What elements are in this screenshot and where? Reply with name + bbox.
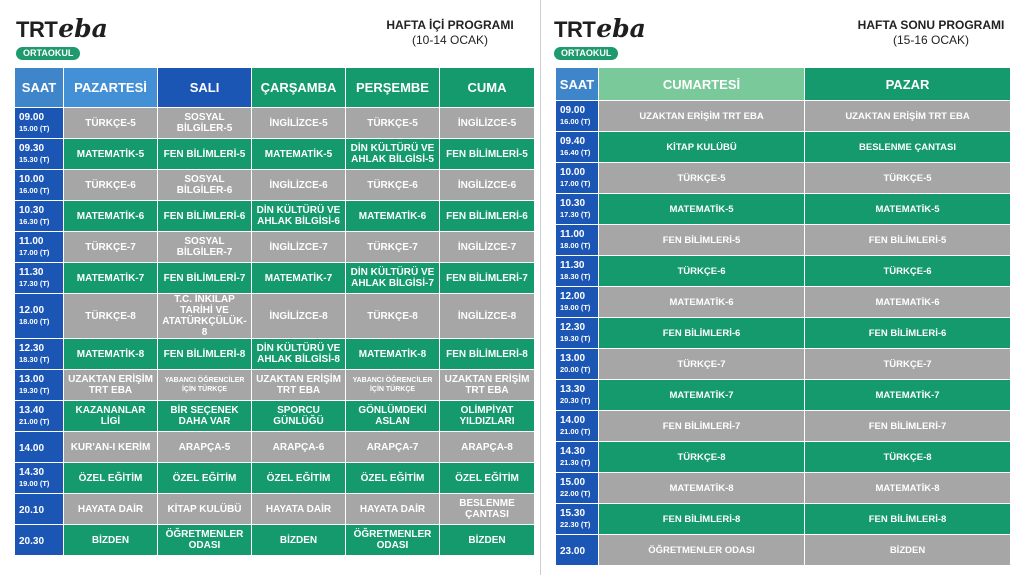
trt-eba-logo <box>16 14 108 43</box>
time-cell <box>15 170 64 201</box>
time-label: 13.30 <box>560 384 586 395</box>
time-turkey-label: 21.00 (T) <box>560 427 591 436</box>
program-cell: GÖNLÜMDEKİ ASLAN <box>346 401 440 432</box>
time-label: 12.30 <box>19 343 45 354</box>
time-label: 11.00 <box>19 236 44 247</box>
weekend-row <box>556 132 1011 163</box>
time-turkey-label: 17.00 (T) <box>19 248 50 257</box>
program-cell: SPORCU GÜNLÜĞÜ <box>252 401 346 432</box>
time-label: 14.00 <box>560 415 586 426</box>
weekend-row <box>556 380 1011 411</box>
program-cell: UZAKTAN ERİŞİM TRT EBA <box>252 370 346 401</box>
weekday-row <box>15 294 535 339</box>
time-turkey-label: 18.00 (T) <box>19 317 50 326</box>
program-cell: ARAPÇA-8 <box>440 432 535 463</box>
weekend-title-text: HAFTA SONU PROGRAMI <box>857 18 1005 32</box>
program-cell: ÖZEL EĞİTİM <box>440 463 535 494</box>
program-cell: MATEMATİK-5 <box>64 139 158 170</box>
program-cell: SOSYAL BİLGİLER-5 <box>158 108 252 139</box>
time-cell <box>556 287 599 318</box>
program-cell: DİN KÜLTÜRÜ VE AHLAK BİLGİSİ-6 <box>252 201 346 232</box>
header-persembe: PERŞEMBE <box>346 68 440 108</box>
time-turkey-label: 17.00 (T) <box>560 179 591 188</box>
time-cell <box>15 108 64 139</box>
program-cell: İNGİLİZCE-8 <box>440 294 535 339</box>
program-cell: HAYATA DAİR <box>252 494 346 525</box>
program-cell: DİN KÜLTÜRÜ VE AHLAK BİLGİSİ-8 <box>252 339 346 370</box>
program-cell: MATEMATİK-5 <box>252 139 346 170</box>
program-cell: İNGİLİZCE-5 <box>440 108 535 139</box>
program-cell: MATEMATİK-7 <box>252 263 346 294</box>
weekday-row <box>15 339 535 370</box>
header-pazartesi: PAZARTESİ <box>64 68 158 108</box>
program-cell: FEN BİLİMLERİ-8 <box>805 504 1011 535</box>
time-turkey-label: 22.30 (T) <box>560 520 591 529</box>
program-cell: İNGİLİZCE-8 <box>252 294 346 339</box>
program-cell: HAYATA DAİR <box>346 494 440 525</box>
header-carsamba: ÇARŞAMBA <box>252 68 346 108</box>
program-cell: MATEMATİK-6 <box>599 287 805 318</box>
header-cuma: CUMA <box>440 68 535 108</box>
program-cell: FEN BİLİMLERİ-7 <box>440 263 535 294</box>
time-label: 12.30 <box>560 322 586 333</box>
time-cell <box>15 339 64 370</box>
program-cell: OLİMPİYAT YILDIZLARI <box>440 401 535 432</box>
weekend-panel <box>541 0 1024 575</box>
time-turkey-label: 16.00 (T) <box>19 186 50 195</box>
time-turkey-label: 15.30 (T) <box>19 155 50 164</box>
time-label: 12.00 <box>560 291 586 302</box>
logo-eba: eba <box>58 14 108 43</box>
time-turkey-label: 22.00 (T) <box>560 489 591 498</box>
header-sali: SALI <box>158 68 252 108</box>
program-cell: UZAKTAN ERİŞİM TRT EBA <box>440 370 535 401</box>
time-cell <box>556 194 599 225</box>
time-cell <box>15 370 64 401</box>
weekday-title <box>370 18 530 48</box>
program-cell: TÜRKÇE-7 <box>64 232 158 263</box>
weekend-row <box>556 225 1011 256</box>
header-pazar: PAZAR <box>805 68 1011 101</box>
time-label: 14.00 <box>19 442 45 454</box>
weekday-header-row <box>15 68 535 108</box>
time-cell <box>556 442 599 473</box>
time-cell <box>556 349 599 380</box>
program-cell: ARAPÇA-7 <box>346 432 440 463</box>
program-cell: YABANCI ÖĞRENCİLER İÇİN TÜRKÇE <box>346 370 440 401</box>
time-label: 09.40 <box>560 136 586 147</box>
program-cell: FEN BİLİMLERİ-7 <box>805 411 1011 442</box>
time-cell <box>556 535 599 566</box>
time-label: 09.30 <box>19 143 45 154</box>
program-cell: BİZDEN <box>805 535 1011 566</box>
time-cell <box>556 411 599 442</box>
weekday-row <box>15 263 535 294</box>
time-turkey-label: 19.00 (T) <box>560 303 591 312</box>
weekend-row <box>556 349 1011 380</box>
program-cell: ÖĞRETMENLER ODASI <box>599 535 805 566</box>
program-cell: BİZDEN <box>252 525 346 556</box>
program-cell: BİZDEN <box>440 525 535 556</box>
weekday-row <box>15 170 535 201</box>
time-turkey-label: 18.30 (T) <box>19 355 50 364</box>
program-cell: KİTAP KULÜBÜ <box>158 494 252 525</box>
weekend-row <box>556 535 1011 566</box>
program-cell: UZAKTAN ERİŞİM TRT EBA <box>599 101 805 132</box>
time-turkey-label: 17.30 (T) <box>19 279 50 288</box>
program-cell: TÜRKÇE-7 <box>599 349 805 380</box>
header-saat-weekend: SAAT <box>556 68 599 101</box>
ortaokul-badge: ORTAOKUL <box>16 47 80 60</box>
weekday-row <box>15 370 535 401</box>
program-cell: ARAPÇA-5 <box>158 432 252 463</box>
time-cell <box>556 225 599 256</box>
time-label: 10.30 <box>560 198 586 209</box>
weekend-row <box>556 442 1011 473</box>
program-cell: İNGİLİZCE-6 <box>440 170 535 201</box>
program-cell: MATEMATİK-5 <box>805 194 1011 225</box>
program-cell: MATEMATİK-6 <box>805 287 1011 318</box>
weekday-row <box>15 139 535 170</box>
weekday-row <box>15 401 535 432</box>
time-label: 11.30 <box>560 260 585 271</box>
time-cell <box>15 401 64 432</box>
time-cell <box>556 473 599 504</box>
time-turkey-label: 18.30 (T) <box>560 272 591 281</box>
program-cell: TÜRKÇE-5 <box>805 163 1011 194</box>
program-cell: MATEMATİK-8 <box>64 339 158 370</box>
program-cell: SOSYAL BİLGİLER-7 <box>158 232 252 263</box>
time-label: 13.00 <box>560 353 586 364</box>
program-cell: MATEMATİK-8 <box>805 473 1011 504</box>
time-turkey-label: 18.00 (T) <box>560 241 591 250</box>
time-label: 20.10 <box>19 504 45 516</box>
time-cell <box>556 380 599 411</box>
weekend-row <box>556 318 1011 349</box>
program-cell: FEN BİLİMLERİ-5 <box>805 225 1011 256</box>
program-cell: BESLENME ÇANTASI <box>440 494 535 525</box>
weekend-header-row <box>556 68 1011 101</box>
weekend-title <box>846 18 1016 48</box>
program-cell: T.C. İNKILAP TARİHİ VE ATATÜRKÇÜLÜK-8 <box>158 294 252 339</box>
weekend-row <box>556 163 1011 194</box>
time-label: 10.30 <box>19 205 45 216</box>
weekday-row <box>15 232 535 263</box>
program-cell: FEN BİLİMLERİ-8 <box>158 339 252 370</box>
time-turkey-label: 15.00 (T) <box>19 124 50 133</box>
time-label: 23.00 <box>560 545 586 557</box>
program-cell: ÖZEL EĞİTİM <box>346 463 440 494</box>
time-turkey-label: 19.30 (T) <box>560 334 591 343</box>
time-label: 10.00 <box>19 174 45 185</box>
program-cell: TÜRKÇE-6 <box>64 170 158 201</box>
program-cell: TÜRKÇE-5 <box>346 108 440 139</box>
weekday-subtitle: (10-14 OCAK) <box>411 33 489 47</box>
program-cell: TÜRKÇE-7 <box>346 232 440 263</box>
program-cell: İNGİLİZCE-6 <box>252 170 346 201</box>
program-cell: FEN BİLİMLERİ-8 <box>440 339 535 370</box>
weekday-row <box>15 432 535 463</box>
program-cell: TÜRKÇE-6 <box>599 256 805 287</box>
logo-trt: TRT <box>16 17 58 42</box>
time-label: 10.00 <box>560 167 586 178</box>
program-cell: DİN KÜLTÜRÜ VE AHLAK BİLGİSİ-7 <box>346 263 440 294</box>
program-cell: KAZANANLAR LİGİ <box>64 401 158 432</box>
time-label: 11.30 <box>19 267 44 278</box>
time-label: 09.00 <box>560 105 586 116</box>
time-label: 14.30 <box>19 467 45 478</box>
weekend-row <box>556 287 1011 318</box>
program-cell: DİN KÜLTÜRÜ VE AHLAK BİLGİSİ-5 <box>346 139 440 170</box>
program-cell: TÜRKÇE-8 <box>346 294 440 339</box>
time-cell <box>556 163 599 194</box>
program-cell: FEN BİLİMLERİ-5 <box>599 225 805 256</box>
program-cell: TÜRKÇE-8 <box>805 442 1011 473</box>
time-label: 11.00 <box>560 229 585 240</box>
weekend-row <box>556 504 1011 535</box>
time-cell <box>15 232 64 263</box>
program-cell: İNGİLİZCE-7 <box>252 232 346 263</box>
program-cell: FEN BİLİMLERİ-8 <box>599 504 805 535</box>
program-cell: MATEMATİK-7 <box>805 380 1011 411</box>
time-turkey-label: 20.30 (T) <box>560 396 591 405</box>
time-turkey-label: 16.00 (T) <box>560 117 591 126</box>
program-cell: FEN BİLİMLERİ-5 <box>440 139 535 170</box>
program-cell: UZAKTAN ERİŞİM TRT EBA <box>64 370 158 401</box>
program-cell: SOSYAL BİLGİLER-6 <box>158 170 252 201</box>
time-turkey-label: 21.30 (T) <box>560 458 591 467</box>
time-cell <box>556 256 599 287</box>
time-cell <box>15 432 64 463</box>
program-cell: ÖZEL EĞİTİM <box>252 463 346 494</box>
program-cell: UZAKTAN ERİŞİM TRT EBA <box>805 101 1011 132</box>
time-turkey-label: 17.30 (T) <box>560 210 591 219</box>
time-cell <box>556 318 599 349</box>
weekday-row <box>15 463 535 494</box>
program-cell: BESLENME ÇANTASI <box>805 132 1011 163</box>
weekday-row <box>15 525 535 556</box>
program-cell: TÜRKÇE-6 <box>346 170 440 201</box>
time-cell <box>15 463 64 494</box>
weekend-row <box>556 101 1011 132</box>
time-turkey-label: 19.00 (T) <box>19 479 50 488</box>
weekend-row <box>556 411 1011 442</box>
time-cell <box>15 263 64 294</box>
program-cell: TÜRKÇE-6 <box>805 256 1011 287</box>
program-cell: BİR SEÇENEK DAHA VAR <box>158 401 252 432</box>
logo-trt-right: TRT <box>554 17 596 42</box>
header-saat: SAAT <box>15 68 64 108</box>
program-cell: HAYATA DAİR <box>64 494 158 525</box>
time-cell <box>556 132 599 163</box>
time-label: 09.00 <box>19 112 45 123</box>
time-cell <box>556 504 599 535</box>
time-turkey-label: 19.30 (T) <box>19 386 50 395</box>
time-turkey-label: 16.30 (T) <box>19 217 50 226</box>
program-cell: FEN BİLİMLERİ-6 <box>158 201 252 232</box>
time-label: 20.30 <box>19 535 45 547</box>
program-cell: ÖĞRETMENLER ODASI <box>346 525 440 556</box>
time-label: 14.30 <box>560 446 586 457</box>
time-turkey-label: 21.00 (T) <box>19 417 50 426</box>
program-cell: FEN BİLİMLERİ-6 <box>599 318 805 349</box>
weekend-row <box>556 194 1011 225</box>
program-cell: ÖZEL EĞİTİM <box>158 463 252 494</box>
program-cell: TÜRKÇE-5 <box>64 108 158 139</box>
program-cell: FEN BİLİMLERİ-5 <box>158 139 252 170</box>
time-cell <box>15 201 64 232</box>
program-cell: TÜRKÇE-7 <box>805 349 1011 380</box>
time-cell <box>15 139 64 170</box>
time-turkey-label: 20.00 (T) <box>560 365 591 374</box>
time-cell <box>15 525 64 556</box>
program-cell: ARAPÇA-6 <box>252 432 346 463</box>
trt-eba-logo-right <box>554 14 646 43</box>
time-label: 13.00 <box>19 374 45 385</box>
time-label: 15.00 <box>560 477 586 488</box>
program-cell: ÖZEL EĞİTİM <box>64 463 158 494</box>
program-cell: MATEMATİK-5 <box>599 194 805 225</box>
weekday-row <box>15 494 535 525</box>
program-cell: İNGİLİZCE-7 <box>440 232 535 263</box>
time-turkey-label: 16.40 (T) <box>560 148 591 157</box>
program-cell: KİTAP KULÜBÜ <box>599 132 805 163</box>
time-cell <box>556 101 599 132</box>
time-cell <box>15 494 64 525</box>
weekday-row <box>15 201 535 232</box>
program-cell: TÜRKÇE-8 <box>64 294 158 339</box>
time-label: 15.30 <box>560 508 586 519</box>
program-cell: FEN BİLİMLERİ-7 <box>599 411 805 442</box>
program-cell: YABANCI ÖĞRENCİLER İÇİN TÜRKÇE <box>158 370 252 401</box>
program-cell: MATEMATİK-8 <box>346 339 440 370</box>
ortaokul-badge-right: ORTAOKUL <box>554 47 618 60</box>
weekday-title-text: HAFTA İÇİ PROGRAMI <box>386 18 514 32</box>
program-cell: FEN BİLİMLERİ-6 <box>805 318 1011 349</box>
program-cell: MATEMATİK-8 <box>599 473 805 504</box>
program-cell: BİZDEN <box>64 525 158 556</box>
program-cell: FEN BİLİMLERİ-7 <box>158 263 252 294</box>
time-label: 12.00 <box>19 305 45 316</box>
program-cell: TÜRKÇE-8 <box>599 442 805 473</box>
weekday-schedule-table <box>14 67 535 556</box>
weekday-row <box>15 108 535 139</box>
weekend-subtitle: (15-16 OCAK) <box>892 33 970 47</box>
program-cell: MATEMATİK-6 <box>64 201 158 232</box>
program-cell: FEN BİLİMLERİ-6 <box>440 201 535 232</box>
program-cell: KUR'AN-I KERİM <box>64 432 158 463</box>
weekend-schedule-table <box>555 67 1011 566</box>
weekend-row <box>556 256 1011 287</box>
program-cell: MATEMATİK-7 <box>64 263 158 294</box>
header-cumartesi: CUMARTESİ <box>599 68 805 101</box>
weekend-row <box>556 473 1011 504</box>
program-cell: ÖĞRETMENLER ODASI <box>158 525 252 556</box>
time-cell <box>15 294 64 339</box>
program-cell: TÜRKÇE-5 <box>599 163 805 194</box>
program-cell: MATEMATİK-6 <box>346 201 440 232</box>
program-cell: MATEMATİK-7 <box>599 380 805 411</box>
logo-eba-right: eba <box>596 14 646 43</box>
program-cell: İNGİLİZCE-5 <box>252 108 346 139</box>
time-label: 13.40 <box>19 405 45 416</box>
